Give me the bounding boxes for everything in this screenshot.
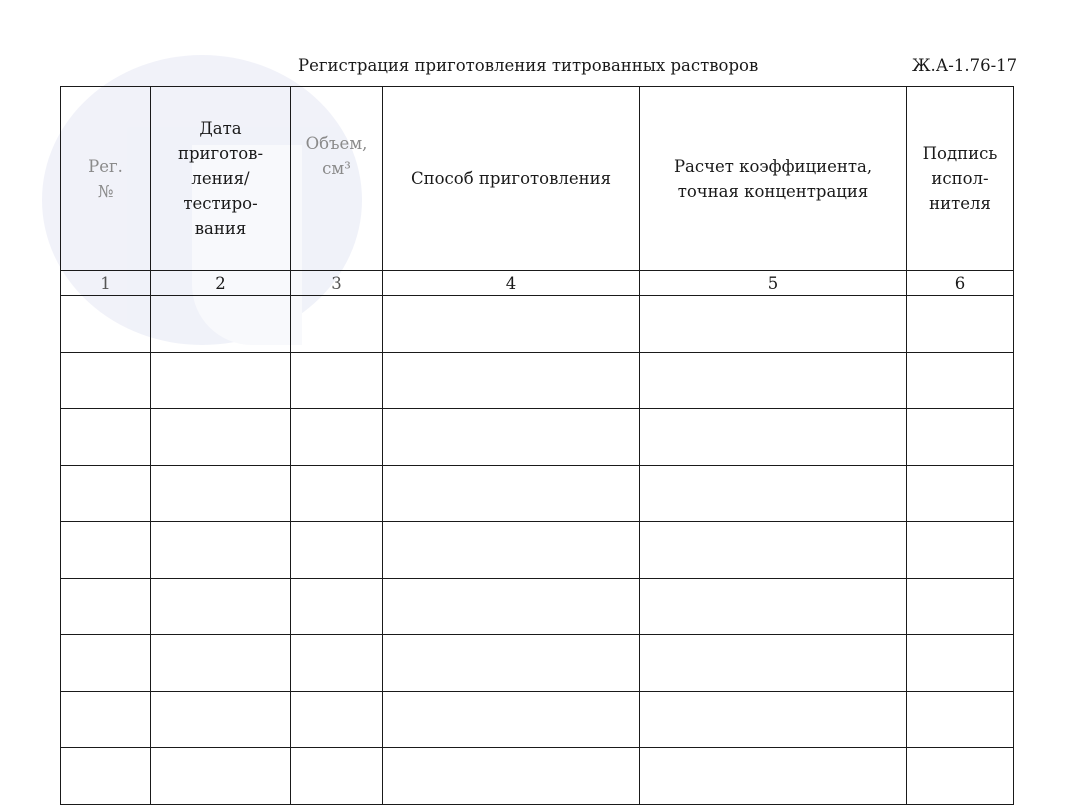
column-number-row [61,271,1014,296]
table-cell[interactable] [291,691,383,748]
table-row [61,522,1014,579]
table-cell[interactable] [291,296,383,353]
journal-title: Регистрация приготовления титрованных растворов [298,56,759,75]
table-cell[interactable] [640,691,907,748]
table-cell[interactable] [61,296,151,353]
table-row [61,409,1014,466]
table-cell[interactable] [291,748,383,805]
column-header-volume: Объем, см³ [291,87,383,271]
table-cell[interactable] [61,635,151,692]
column-header-signature: Подпись испол- нителя [907,87,1014,271]
table-cell[interactable] [383,635,640,692]
table-cell[interactable] [151,465,291,522]
table-cell[interactable] [383,296,640,353]
table-cell[interactable] [151,635,291,692]
table-row [61,296,1014,353]
table-cell[interactable] [61,748,151,805]
table-cell[interactable] [907,578,1014,635]
table-cell[interactable] [61,691,151,748]
table-cell[interactable] [907,409,1014,466]
table-cell[interactable] [61,578,151,635]
table-cell[interactable] [151,296,291,353]
table-cell[interactable] [383,522,640,579]
table-cell[interactable] [907,748,1014,805]
table-cell[interactable] [907,522,1014,579]
column-number: 4 [383,271,640,296]
table-cell[interactable] [151,522,291,579]
table-cell[interactable] [383,465,640,522]
table-cell[interactable] [383,578,640,635]
table-cell[interactable] [907,691,1014,748]
table-cell[interactable] [383,352,640,409]
registration-table [60,86,1014,805]
header-row [61,87,1014,271]
table-cell[interactable] [61,465,151,522]
journal-code: Ж.А-1.76-17 [912,56,1018,75]
table-cell[interactable] [151,691,291,748]
table-cell[interactable] [383,691,640,748]
table-cell[interactable] [640,465,907,522]
table-cell[interactable] [151,409,291,466]
table-cell[interactable] [151,748,291,805]
table-cell[interactable] [907,296,1014,353]
table-cell[interactable] [383,409,640,466]
table-cell[interactable] [61,352,151,409]
table-cell[interactable] [291,522,383,579]
table-cell[interactable] [640,635,907,692]
table-cell[interactable] [291,635,383,692]
table-cell[interactable] [291,578,383,635]
table-cell[interactable] [640,409,907,466]
table-cell[interactable] [640,296,907,353]
column-header-calculation: Расчет коэффициента, точная концентрация [640,87,907,271]
column-number: 1 [61,271,151,296]
table-cell[interactable] [907,635,1014,692]
column-number: 2 [151,271,291,296]
table-cell[interactable] [291,465,383,522]
table-cell[interactable] [640,748,907,805]
column-header-date: Дата приготов- ления/ тестиро- вания [151,87,291,271]
table-row [61,748,1014,805]
table-row [61,578,1014,635]
table-cell[interactable] [151,352,291,409]
table-row [61,465,1014,522]
table-cell[interactable] [151,578,291,635]
column-number: 5 [640,271,907,296]
table-row [61,635,1014,692]
column-number: 3 [291,271,383,296]
table-cell[interactable] [291,352,383,409]
table-cell[interactable] [640,352,907,409]
table-row [61,691,1014,748]
table-cell[interactable] [61,522,151,579]
table-cell[interactable] [640,522,907,579]
column-header-method: Способ приготовления [383,87,640,271]
column-header-reg-no: Рег. № [61,87,151,271]
table-cell[interactable] [907,465,1014,522]
table-cell[interactable] [640,578,907,635]
table-cell[interactable] [383,748,640,805]
table-cell[interactable] [61,409,151,466]
column-number: 6 [907,271,1014,296]
table-cell[interactable] [907,352,1014,409]
table-row [61,352,1014,409]
table-cell[interactable] [291,409,383,466]
